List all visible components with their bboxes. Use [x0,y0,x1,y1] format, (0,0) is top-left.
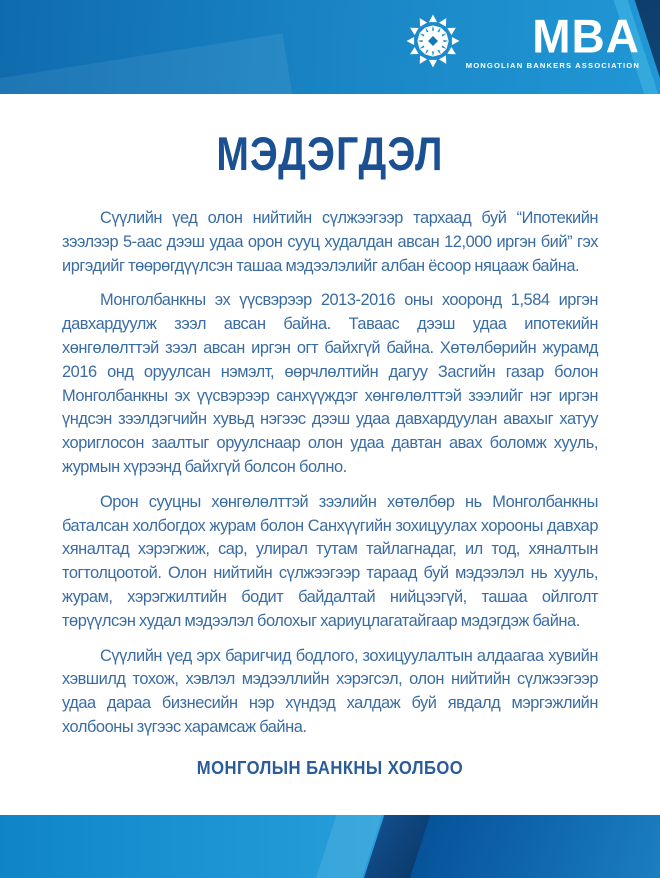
mba-logo [406,9,640,70]
logo-text-block [465,9,640,70]
footer-right-panel [408,815,660,878]
paragraph-4: Сүүлийн үед эрх баригчид бодлого, зохицуулалтын алдаагаа хувийн хэвшилд тохож, хэвлэл мэдээллийн хэрэгсэл, олон нийтийн сүлжээгээр удаа дараа бизнесийн нэр хүндэд халдаж буй явдалд мэргэжлийн холбооны зүгээс харамсаж байна. [62,646,598,736]
paragraph-3: Орон сууцны хөнгөлөлттэй зээлийн хөтөлбөр нь Монголбанкны баталсан холбогдох журам болон Санхүүгийн зохицуулах хорооны давхар хяналтад хэрэгжиж, сар, улирал тутам тайлагнадаг, ил тод, хяналтын тогтолцоотой. Олон нийтийн сүлжээгээр тараад буй мэдээлэл нь хууль, журам, хэрэгжилтийн бодит байдалтай нийцээгүй, ташаа ойлголт төрүүлсэн худал мэдээлэл болохыг хариуцлагатайгаар мэдэгдэж байна. [62,492,598,630]
paragraph-2: Монголбанкны эх үүсвэрээр 2013-2016 оны хооронд 1,584 иргэн давхардуулж зээл авсан байна. Таваас дээш удаа ипотекийн хөнгөлөлттэй зээл авсан иргэн огт байхгүй байна. Хөтөлбөрийн журамд 2016 онд оруулсан нэмэлт, өөрчлөлтийн дагуу Засгийн газар болон Монголбанкны эх үүсвэрээр санхүүждэг хөнгөлөлттэй зээлийг нэг иргэн үндсэн зээлдэгчийн хувьд нэгээс дээш удаа давхардуулан авахыг хатуу хориглосон заалтыг оруулснаар олон удаа давтан авах боломж хууль, журмын хүрээнд байхгүй болсон болно. [62,291,598,476]
signature: МОНГОЛЫН БАНКНЫ ХОЛБОО [196,756,464,778]
header-band [0,0,660,94]
paragraph-1: Сүүлийн үед олон нийтийн сүлжээгээр тархаад буй “Ипотекийн зээлээр 5-аас дээш удаа орон сууц худалдан авсан 12,000 иргэн бий” гэх иргэдийг төөрөгдүүлсэн ташаа мэдээлэлийг албан ёсоор няцааж байна. [62,209,598,275]
mba-emblem-icon [406,14,460,68]
logo-abbr: MBA [532,9,640,63]
logo-caption: MONGOLIAN BANKERS ASSOCIATION [465,61,640,70]
paragraph-block [62,207,598,740]
header-light-wedge [0,33,294,94]
page-title: МЭДЭГДЭЛ [216,127,444,180]
footer-band [0,815,660,878]
document-body [0,94,660,779]
